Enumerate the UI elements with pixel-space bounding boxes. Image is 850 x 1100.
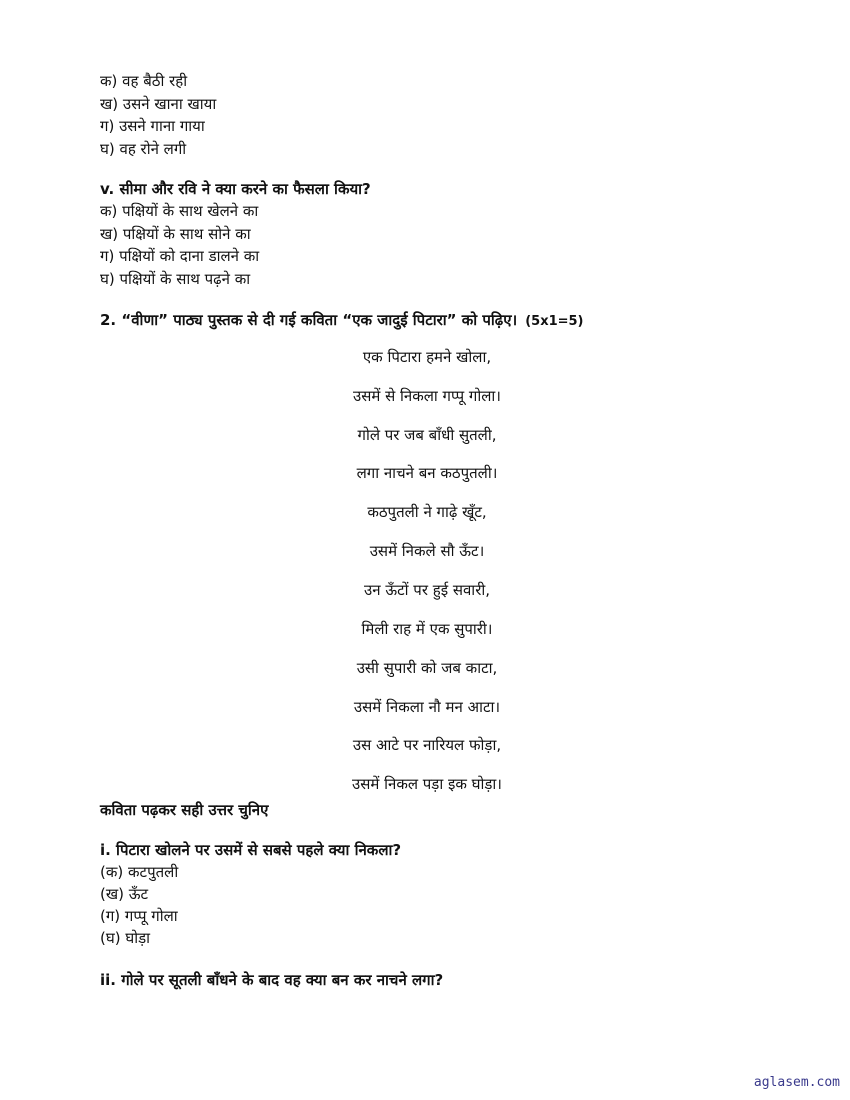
option: क) पक्षियों के साथ खेलने का [100, 202, 259, 220]
option: (ग) गप्पू गोला [100, 907, 178, 925]
option: (क) कटपुतली [100, 863, 179, 881]
option: ख) उसने खाना खाया [100, 95, 217, 113]
poem-line: उसमें निकल पड़ा इक घोड़ा। [352, 775, 502, 793]
poem-line: लगा नाचने बन कठपुतली। [356, 464, 498, 482]
option: घ) वह रोने लगी [100, 140, 187, 158]
poem-line: कठपुतली ने गाढ़े खूँट, [367, 503, 487, 521]
poem-line: उसी सुपारी को जब काटा, [356, 659, 498, 677]
option: ग) पक्षियों को दाना डालने का [100, 247, 260, 265]
section-heading-text: 2. “वीणा” पाठ्य पुस्तक से दी गई कविता “एक जादुई पिटारा” को पढ़िए। [100, 311, 518, 329]
poem-line: उन ऊँटों पर हुई सवारी, [364, 581, 490, 599]
poem-line: उस आटे पर नारियल फोड़ा, [352, 736, 502, 754]
poem-line: मिली राह में एक सुपारी। [361, 620, 493, 638]
instruction: कविता पढ़कर सही उत्तर चुनिए [100, 801, 269, 819]
question-i: i. पिटारा खोलने पर उसमें से सबसे पहले क्या निकला? [100, 841, 402, 859]
poem-line: उसमें निकले सौ ऊँट। [369, 542, 485, 560]
question-v: v. सीमा और रवि ने क्या करने का फैसला किया? [100, 180, 371, 198]
question-ii: ii. गोले पर सूतली बाँधने के बाद वह क्या बन कर नाचने लगा? [100, 971, 444, 989]
poem-line: उसमें निकला नौ मन आटा। [353, 698, 501, 716]
marks: (5x1=5) [525, 314, 584, 329]
poem-line: उसमें से निकला गप्पू गोला। [353, 387, 501, 405]
poem-line: गोले पर जब बाँधी सुतली, [357, 426, 497, 444]
option: क) वह बैठी रही [100, 72, 188, 90]
option: घ) पक्षियों के साथ पढ़ने का [100, 270, 251, 288]
footer-site[interactable]: aglasem.com [753, 1075, 840, 1090]
section-2-heading [100, 310, 584, 332]
option: (घ) घोड़ा [100, 929, 150, 947]
option: ग) उसने गाना गाया [100, 117, 205, 135]
poem-line: एक पिटारा हमने खोला, [362, 348, 492, 366]
option: ख) पक्षियों के साथ सोने का [100, 225, 251, 243]
option: (ख) ऊँट [100, 885, 149, 903]
